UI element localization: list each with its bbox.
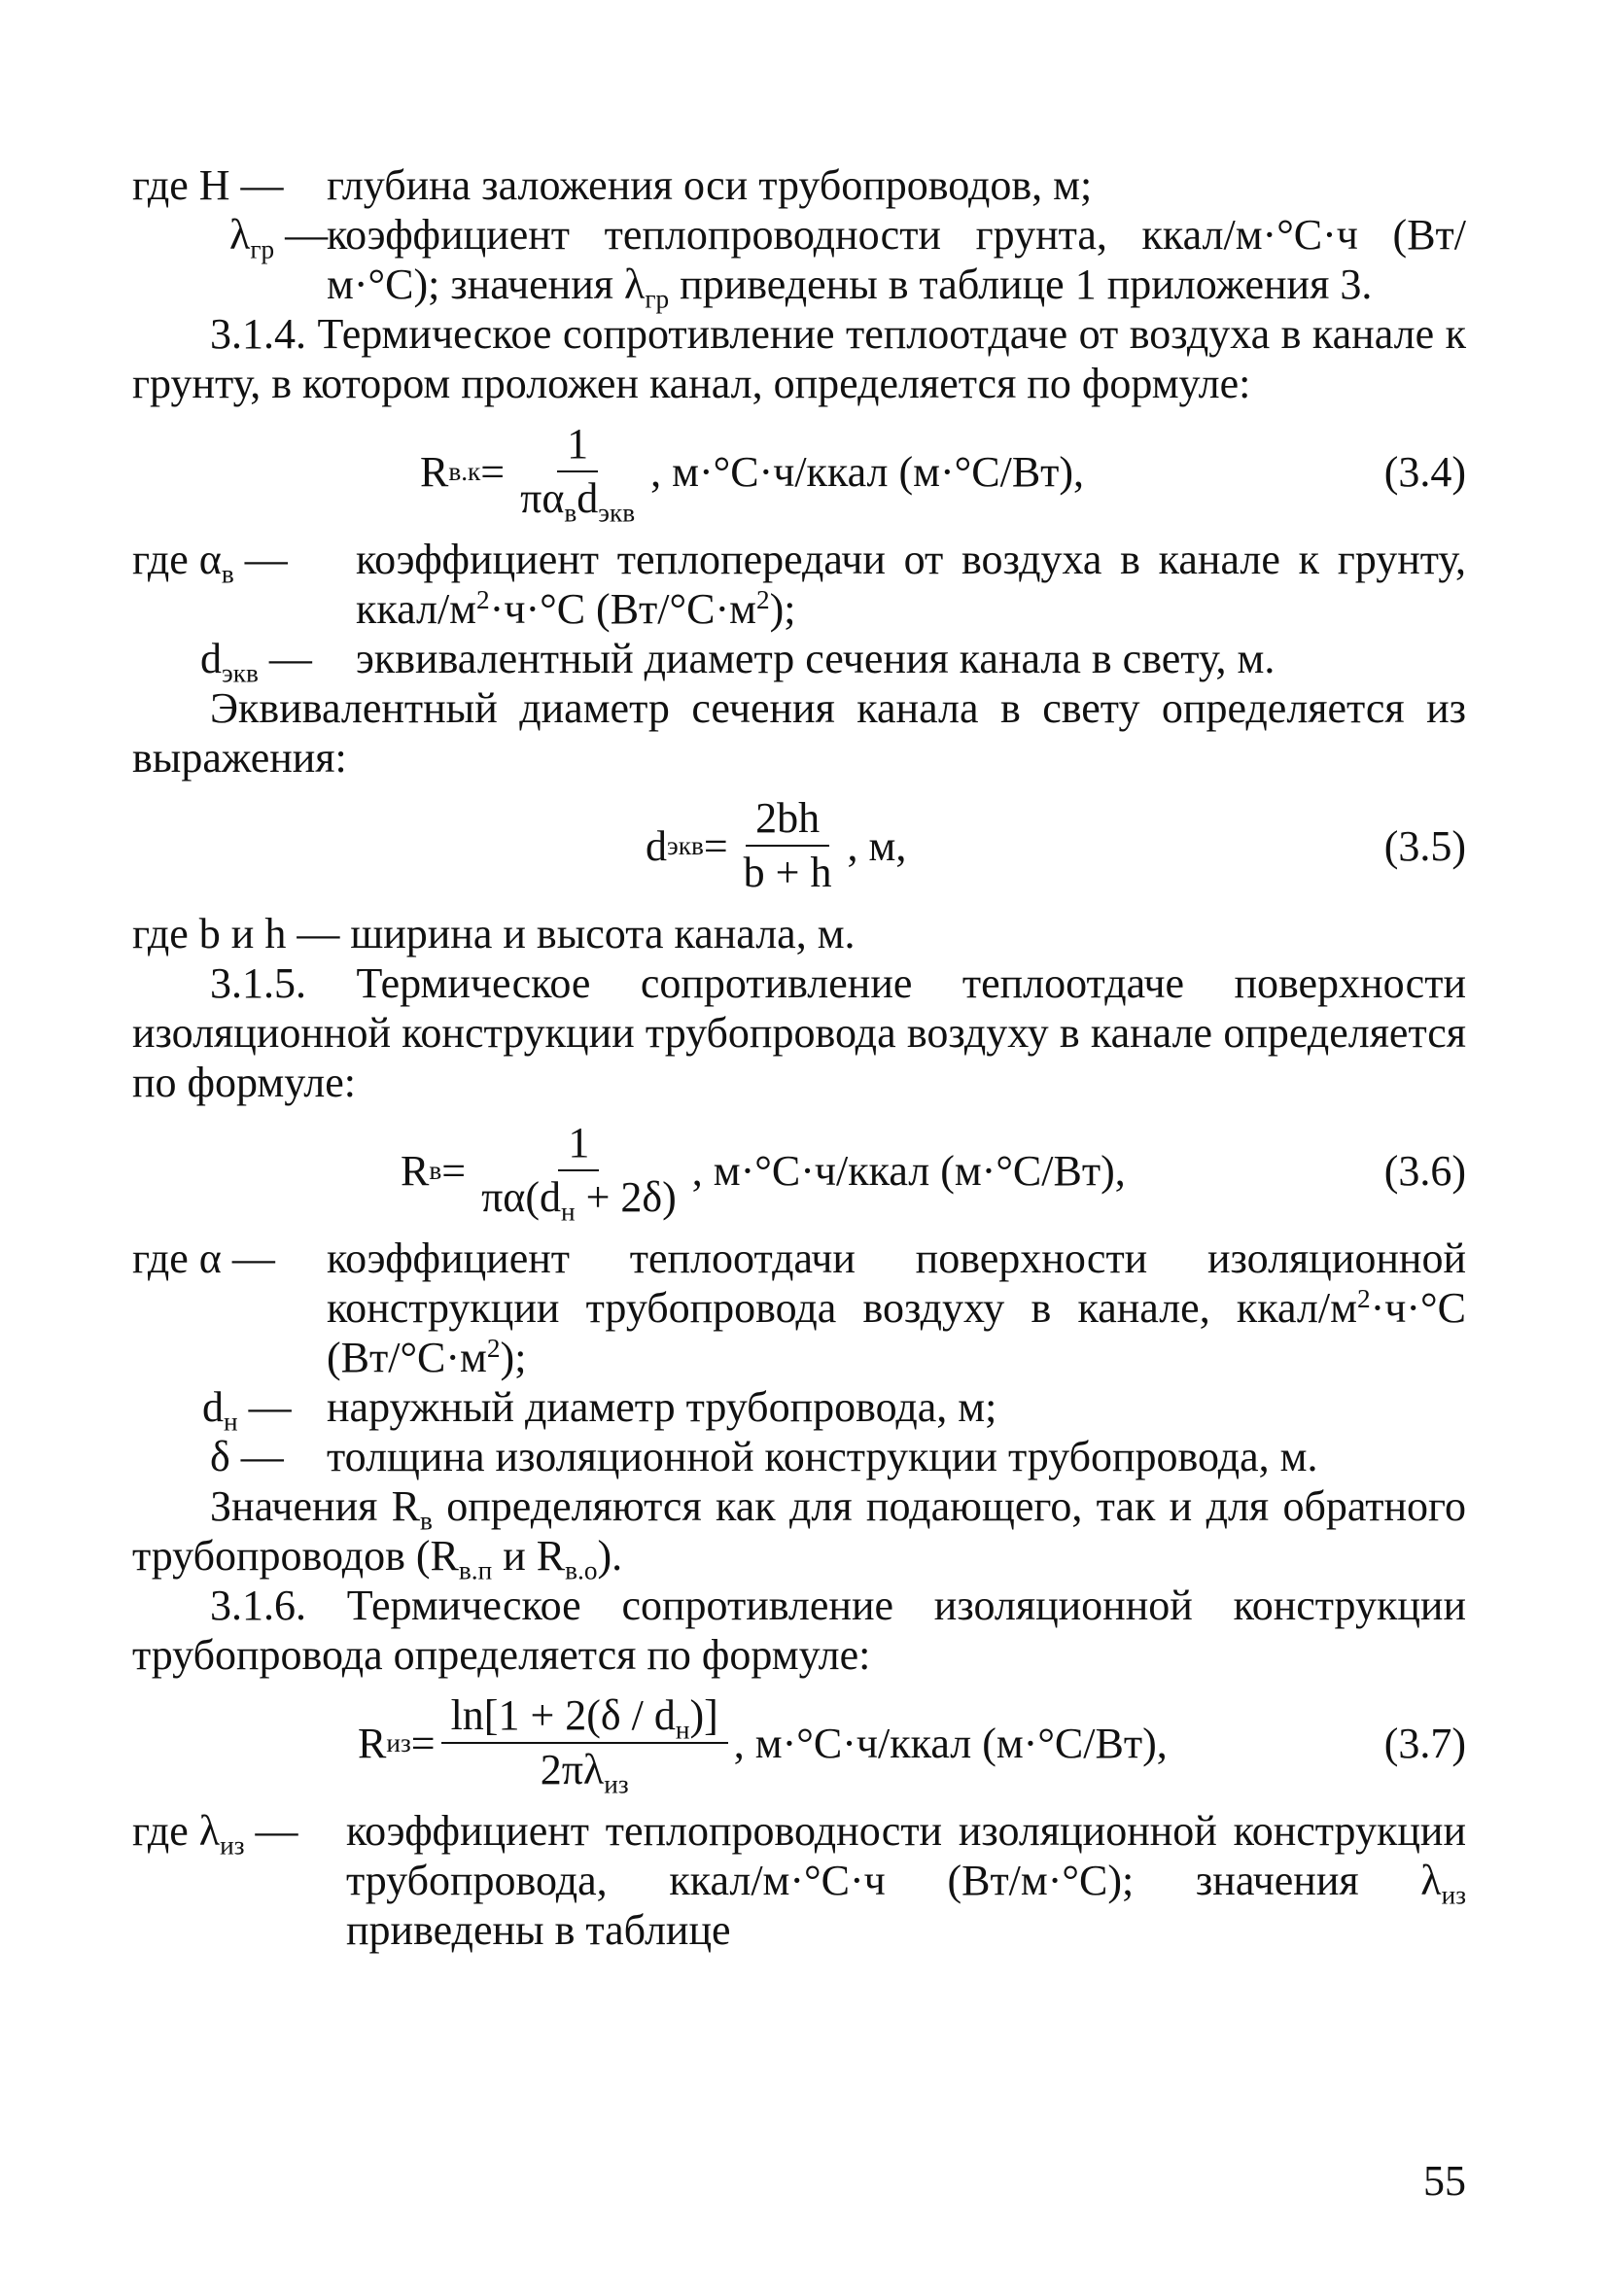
numerator: 2bh <box>746 796 829 847</box>
paragraph-3-1-5: 3.1.5. Термическое сопротивление теплоотдаче поверхности изоляционной конструкции трубопровода воздуху в канале определяется по формуле: <box>132 959 1466 1106</box>
formula-3-5: d экв = $\frac{2bh}{b + h}$ , м, (3.5) <box>132 783 1466 909</box>
numerator: 1 <box>557 422 598 472</box>
definition-b-h: где b и h — ширина и высота канала, м. <box>132 910 856 957</box>
formula-units: , м·°С·ч/ккал (м·°С/Вт), <box>650 447 1085 496</box>
equation-number: (3.5) <box>1383 821 1466 870</box>
def-text: коэффициент теплопроводности изоляционной конструкции трубопровода, ккал/м·°С·ч (Вт/м·°С); значения $\lambda_{из}$ приведены в таблице <box>346 1807 1466 1954</box>
definition-d-ekv: $d_{экв}$ — эквивалентный диаметр сечения канала в свету, м. <box>132 634 1466 683</box>
definition-lambda-gr <box>132 210 1466 314</box>
page-number: 55 <box>1423 2157 1466 2205</box>
def-text: коэффициент теплопередачи от воздуха в канале к грунту, ккал/$м^2\cdot ч\cdot^\circ С$ $(Вт/^\circ С\cdot м^2)$; <box>356 536 1466 633</box>
denominator: $2\pi\lambda_{из}$ <box>540 1746 629 1799</box>
definition-d-n: $d_н$ — наружный диаметр трубопровода, м; <box>132 1382 1466 1432</box>
formula-units: , м·°С·ч/ккал (м·°С/Вт), <box>733 1719 1168 1767</box>
numerator: $\ln[1 + 2(\delta / d_н)]$ <box>441 1693 728 1744</box>
formula-units: , м, <box>847 821 907 870</box>
def-symbol: λ <box>229 211 251 259</box>
definition-lambda-iz: где $\lambda_{из}$ — коэффициент теплопроводности изоляционной конструкции трубопровода, ккал/м·°С·ч (Вт/м·°С); значения $\lambda_{из}$ приведены в таблице <box>132 1807 1466 1954</box>
def-dash: — <box>240 161 284 209</box>
def-symbol: где H <box>132 161 230 209</box>
paragraph-rv-values: Значения $R_в$ определяются как для подающего, так и для обратного трубопроводов ($R_{в.п}$ и $R_{в.о}$). <box>132 1482 1466 1585</box>
paragraph-3-1-6: 3.1.6. Термическое сопротивление изоляционной конструкции трубопровода определяется по формуле: <box>132 1582 1466 1679</box>
formula-units: , м·°С·ч/ккал (м·°С/Вт), <box>691 1146 1126 1195</box>
def-text: толщина изоляционной конструкции трубопровода, м. <box>327 1433 1318 1480</box>
def-symbol-sub: гр <box>250 234 275 264</box>
numerator: 1 <box>558 1121 599 1171</box>
denominator: b + h <box>743 849 832 896</box>
formula-3-7: R из = $\frac{\ln[1 + 2(\delta / d_н)]}{2\pi\lambda_{из}}$ , м·°С·ч/ккал (м·°С/Вт), (3.7) <box>132 1680 1466 1806</box>
fraction <box>441 1691 728 1799</box>
equation-number: (3.7) <box>1383 1719 1466 1767</box>
paragraph-ekv: Эквивалентный диаметр сечения канала в свету определяется из выражения: <box>132 684 1466 782</box>
definition-delta: δ — толщина изоляционной конструкции трубопровода, м. <box>132 1432 1466 1481</box>
formula-3-6: R в = $\frac{1}{\pi\alpha(d_н + 2\delta)}$ , м·°С·ч/ккал (м·°С/Вт), (3.6) <box>132 1107 1466 1234</box>
def-text: коэффициент теплопроводности грунта, ккал/м·°С·ч (Вт/м·°С); значения $\lambda_{гр}$ приведены в таблице 1 приложения 3. <box>327 211 1466 314</box>
def-text: глубина заложения оси трубопроводов, м; <box>327 161 1093 209</box>
def-text: коэффициент теплоотдачи поверхности изоляционной конструкции трубопровода воздуху в канале, ккал/$м^2\cdot ч\cdot^\circ С$ $(Вт/^\circ С\cdot м^2)$; <box>327 1235 1466 1381</box>
def-text: наружный диаметр трубопровода, м; <box>327 1383 997 1431</box>
equation-number: (3.6) <box>1383 1146 1466 1195</box>
fraction <box>510 420 645 528</box>
definition-alpha: где α — коэффициент теплоотдачи поверхности изоляционной конструкции трубопровода воздуху в канале, ккал/$м^2\cdot ч\cdot^\circ С$ $(Вт/^\circ С\cdot м^2)$; <box>132 1235 1466 1381</box>
def-text: эквивалентный диаметр сечения канала в свету, м. <box>356 635 1276 682</box>
document-page <box>132 160 1466 1955</box>
def-dash: — <box>285 211 329 259</box>
paragraph-3-1-4: 3.1.4. Термическое сопротивление теплоотдаче от воздуха в канале к грунту, в котором проложен канал, определяется по формуле: <box>132 310 1466 407</box>
fraction <box>734 796 842 895</box>
equation-number: (3.4) <box>1383 447 1466 496</box>
definition-alpha-v: где $\alpha_в$ — коэффициент теплопередачи от воздуха в канале к грунту, ккал/$м^2\cdot ч\cdot^\circ С$ $(Вт/^\circ С\cdot м^2)$; <box>132 536 1466 633</box>
fraction <box>472 1119 686 1227</box>
formula-lhs: R <box>420 447 449 496</box>
denominator: $\pi\alpha(d_н + 2\delta)$ <box>481 1173 677 1227</box>
definition-h <box>132 160 1466 210</box>
formula-3-4: R в.к = $\frac{1}{\pi\alpha_вd_{экв}}$ , м·°С·ч/ккал (м·°С/Вт), (3.4) <box>132 408 1466 535</box>
denominator: $\pi\alpha_вd_{экв}$ <box>520 474 636 528</box>
